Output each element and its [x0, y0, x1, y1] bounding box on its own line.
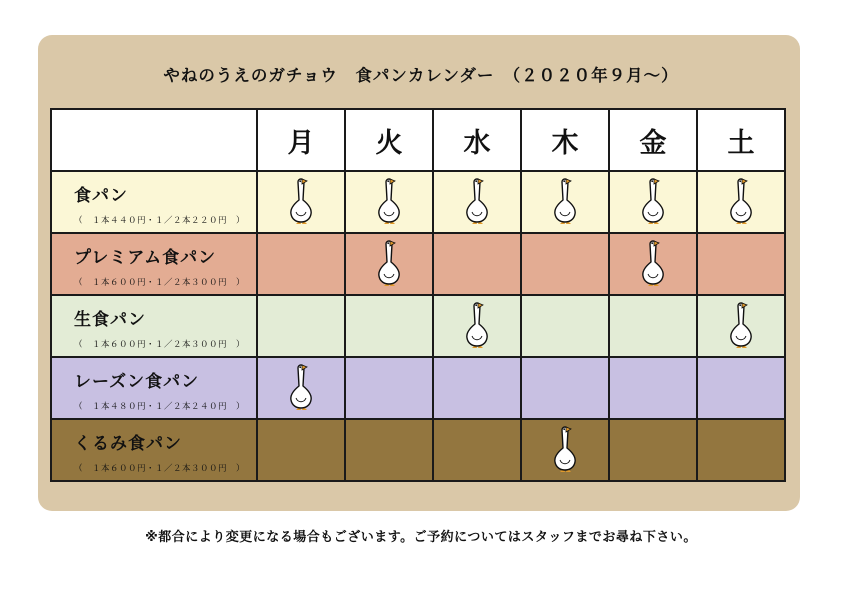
day-cell — [609, 233, 697, 295]
header-row — [51, 109, 785, 171]
day-cell — [433, 357, 521, 419]
goose-icon — [640, 238, 666, 290]
footnote: ※都合により変更になる場合もございます。ご予約についてはスタッフまでお尋ね下さい。 — [145, 530, 697, 545]
day-cell — [433, 419, 521, 481]
day-cell — [257, 419, 345, 481]
day-cell — [345, 233, 433, 295]
day-cell — [345, 357, 433, 419]
product-row — [51, 171, 785, 233]
day-cell — [257, 295, 345, 357]
product-name: くるみ食パン — [74, 434, 182, 454]
day-cell — [697, 357, 785, 419]
day-cell — [345, 171, 433, 233]
day-cell — [609, 295, 697, 357]
product-price: （ １本４４０円・１／２本２２０円 ） — [74, 216, 246, 226]
day-header: 月 — [257, 109, 345, 171]
day-cell — [609, 171, 697, 233]
product-price: （ １本６００円・１／２本３００円 ） — [74, 278, 246, 288]
page-title: やねのうえのガチョウ 食パンカレンダー （２０２０年９月〜） — [163, 66, 679, 85]
goose-icon — [640, 176, 666, 228]
header-corner — [51, 109, 257, 171]
product-price: （ １本４８０円・１／２本２４０円 ） — [74, 402, 246, 412]
bread-calendar-table — [50, 108, 786, 482]
product-label-cell — [51, 233, 257, 295]
day-cell — [257, 233, 345, 295]
day-cell — [521, 233, 609, 295]
day-cell — [433, 295, 521, 357]
day-cell — [697, 233, 785, 295]
product-row — [51, 233, 785, 295]
product-label-cell — [51, 171, 257, 233]
product-row — [51, 357, 785, 419]
goose-icon — [728, 176, 754, 228]
product-label-cell — [51, 295, 257, 357]
product-name: プレミアム食パン — [74, 248, 217, 268]
day-header: 水 — [433, 109, 521, 171]
day-cell — [521, 357, 609, 419]
day-cell — [257, 171, 345, 233]
day-header: 木 — [521, 109, 609, 171]
goose-icon — [376, 238, 402, 290]
day-cell — [697, 419, 785, 481]
goose-icon — [552, 176, 578, 228]
day-cell — [345, 419, 433, 481]
goose-icon — [288, 176, 314, 228]
product-row — [51, 295, 785, 357]
day-cell — [521, 419, 609, 481]
product-price: （ １本６００円・１／２本３００円 ） — [74, 464, 246, 474]
product-name: 食パン — [74, 186, 128, 206]
day-cell — [433, 171, 521, 233]
day-cell — [609, 357, 697, 419]
day-cell — [609, 419, 697, 481]
day-header: 火 — [345, 109, 433, 171]
goose-icon — [288, 362, 314, 414]
day-cell — [521, 295, 609, 357]
product-name: レーズン食パン — [74, 372, 200, 392]
goose-icon — [552, 424, 578, 476]
product-name: 生食パン — [74, 310, 146, 330]
product-label-cell — [51, 419, 257, 481]
day-cell — [697, 171, 785, 233]
day-cell — [433, 233, 521, 295]
goose-icon — [464, 176, 490, 228]
product-price: （ １本６００円・１／２本３００円 ） — [74, 340, 246, 350]
goose-icon — [464, 300, 490, 352]
day-header: 金 — [609, 109, 697, 171]
product-row — [51, 419, 785, 481]
goose-icon — [376, 176, 402, 228]
day-cell — [521, 171, 609, 233]
day-header: 土 — [697, 109, 785, 171]
goose-icon — [728, 300, 754, 352]
day-cell — [345, 295, 433, 357]
day-cell — [257, 357, 345, 419]
day-cell — [697, 295, 785, 357]
product-label-cell — [51, 357, 257, 419]
